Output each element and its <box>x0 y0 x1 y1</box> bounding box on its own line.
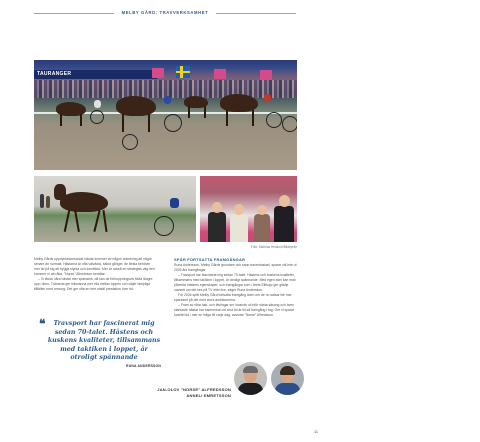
driver <box>170 198 179 208</box>
sulky-wheel <box>266 112 282 128</box>
horse-head <box>54 184 66 200</box>
section-subhead: SPÅR FORTSATTA FRAMGÅNGAR <box>174 257 246 262</box>
horse-leg <box>226 110 228 126</box>
horse-training-photo <box>34 176 196 242</box>
sulky-wheel <box>282 116 297 132</box>
driver <box>94 100 101 108</box>
quote-author: RUNA ANDERSSON <box>126 364 161 368</box>
left-column <box>34 257 156 292</box>
body-paragraph: För 2026 spår Melby Gård fortsatta framgång även om de nu satsar lite mer sparsamt på det med stora ambitionerna. <box>174 293 292 302</box>
sulky-wheel <box>90 110 104 124</box>
right-column <box>174 257 298 318</box>
horse-leg <box>102 210 107 232</box>
sponsor-banner: TAURANGER <box>34 70 157 79</box>
person <box>254 214 270 242</box>
horse <box>60 192 108 212</box>
horse-leg <box>80 114 82 126</box>
quote-mark-icon: ❝ <box>39 317 46 331</box>
portrait-hair <box>280 366 295 375</box>
person <box>230 214 248 242</box>
portrait-body <box>238 383 263 395</box>
portrait-avatar <box>234 362 267 395</box>
swedish-flag-icon <box>176 66 190 78</box>
horse-leg <box>93 210 100 232</box>
horse <box>116 96 156 116</box>
race-photo <box>34 60 297 170</box>
sulky-wheel <box>154 216 174 236</box>
page-header <box>34 9 296 17</box>
body-paragraph: – Travsport har fascinerat mig sedan 70-talet. Hästens och kuskens kvaliteter, tillsammans med taktiken i loppet, är otroligt spännande. Med egen avel kan man påverka hästens egenskaper, och framgångar som i årets Elitlopp ger glädje oavsett om det ses på TV eller live, säger Runa Andersson. <box>174 273 296 292</box>
portrait-body <box>275 383 300 395</box>
body-paragraph: Runa Andersson, Melby Gårds grundare och sann traventusiast, sparar väl inte ut 2025 års framgångar. <box>174 263 297 272</box>
person <box>208 212 226 242</box>
body-paragraph: Melby Gårds uppnyckelsresande hästar kommer av någon anledning att något senare än normalt. Hästarna är ofta välväxta, säkra gånger, de flesta behöver mer tid på sig att bygga styrka och kondition. Mer är också en strategisk väg den kommer ni att råka. "Norse" Alfredsson berättar. <box>34 257 155 276</box>
person-face <box>257 205 267 215</box>
portrait-hair <box>243 366 258 373</box>
driver <box>264 94 271 102</box>
sulky-wheel <box>122 134 138 150</box>
header-rule-right <box>216 13 296 14</box>
horse-leg <box>60 114 62 126</box>
horse-leg <box>252 110 254 126</box>
spectator <box>40 194 44 208</box>
person-face <box>212 202 222 213</box>
portrait-names <box>151 387 231 399</box>
pink-flag <box>152 68 164 78</box>
driver <box>164 96 171 104</box>
person-face <box>234 204 244 215</box>
name-line: JAN-OLOV "NORSE" ALFREDSSON <box>157 387 231 392</box>
spectator <box>46 196 50 208</box>
spectators-photo <box>200 176 297 242</box>
person <box>274 206 294 242</box>
name-line: ANNELI EMRETSSON <box>186 393 231 398</box>
body-paragraph: – Vi tävlar våra hästar mer sparsamt, då kan de förhoppningsvis tävla längre upp i åren. Tränarna ger fräsvanna mer vila mellan loppen och väljer lämpliga tillfällen med omsorg. Det ger ofta en mer stabil prestation över tid. <box>34 277 153 291</box>
horse-leg <box>204 106 206 118</box>
horse-leg <box>122 114 124 132</box>
body-paragraph: – Fram av våra hak- och tävlingar ser lovande ut inför nästa säsong och även starkaste hästar har samverkat vid sina tid är till så framgång i tag. Om vi sparar kvalitet tid i mer en fråga till varje dag, avslutar "Norse" Alfredsson. <box>174 303 295 317</box>
person-face <box>279 195 290 207</box>
sulky-wheel <box>164 114 182 132</box>
horse-leg <box>188 106 190 118</box>
pull-quote: Travsport har fascinerat mig sedan 70-talet. Hästens och kuskens kvaliteter, tillsammans med taktiken i loppet, är otroligt spännande <box>47 320 161 362</box>
header-title: MELBY GÅRD: TRAVVERKSAMHET <box>121 10 209 15</box>
photo-credit: Foto: Mathias Hedlund/Bildbyrån <box>250 245 297 249</box>
pink-flag <box>214 69 226 79</box>
pink-flag <box>260 70 272 80</box>
portrait-avatar <box>271 362 304 395</box>
page-number: 11 <box>314 429 319 434</box>
horse-leg <box>64 210 71 232</box>
horse-leg <box>74 210 80 232</box>
horse-leg <box>148 114 150 132</box>
